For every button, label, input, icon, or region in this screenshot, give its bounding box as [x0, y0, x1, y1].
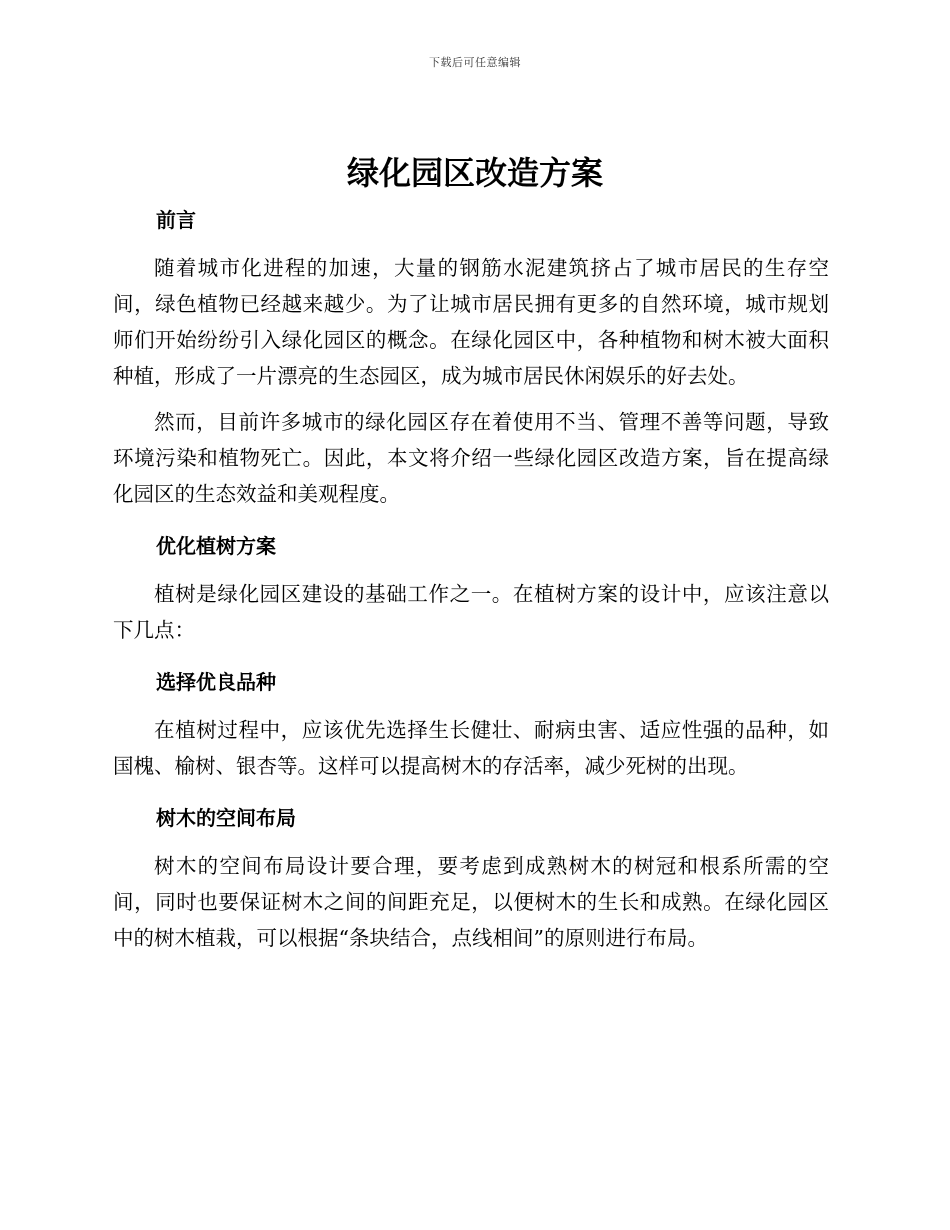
paragraph: 然而，目前许多城市的绿化园区存在着使用不当、管理不善等问题，导致环境污染和植物死亡。因此，本文将介绍一些绿化园区改造方案，旨在提高绿化园区的生态效益和美观程度。 — [113, 410, 829, 506]
section-heading-choose-varieties: 选择优良品种 — [156, 670, 276, 694]
section-heading-optimize-planting: 优化植树方案 — [156, 534, 276, 558]
paragraph: 在植树过程中，应该优先选择生长健壮、耐病虫害、适应性强的品种，如国槐、榆树、银杏等。这样可以提高树木的存活率，减少死树的出现。 — [113, 718, 829, 778]
section-heading-spatial-layout: 树木的空间布局 — [156, 806, 296, 830]
document-title: 绿化园区改造方案 — [346, 154, 603, 192]
document-body — [113, 200, 829, 956]
section-heading-preface: 前言 — [156, 208, 196, 232]
paragraph: 树木的空间布局设计要合理，要考虑到成熟树木的树冠和根系所需的空间，同时也要保证树木之间的间距充足，以便树木的生长和成熟。在绿化园区中的树木植栽，可以根据“条块结合，点线相间”的原则进行布局。 — [113, 854, 829, 950]
paragraph: 随着城市化进程的加速，大量的钢筋水泥建筑挤占了城市居民的生存空间，绿色植物已经越来越少。为了让城市居民拥有更多的自然环境，城市规划师们开始纷纷引入绿化园区的概念。在绿化园区中，各种植物和树木被大面积种植，形成了一片漂亮的生态园区，成为城市居民休闲娱乐的好去处。 — [113, 256, 829, 388]
paragraph: 植树是绿化园区建设的基础工作之一。在植树方案的设计中，应该注意以下几点： — [113, 582, 829, 642]
header-note: 下载后可任意编辑 — [429, 56, 521, 69]
